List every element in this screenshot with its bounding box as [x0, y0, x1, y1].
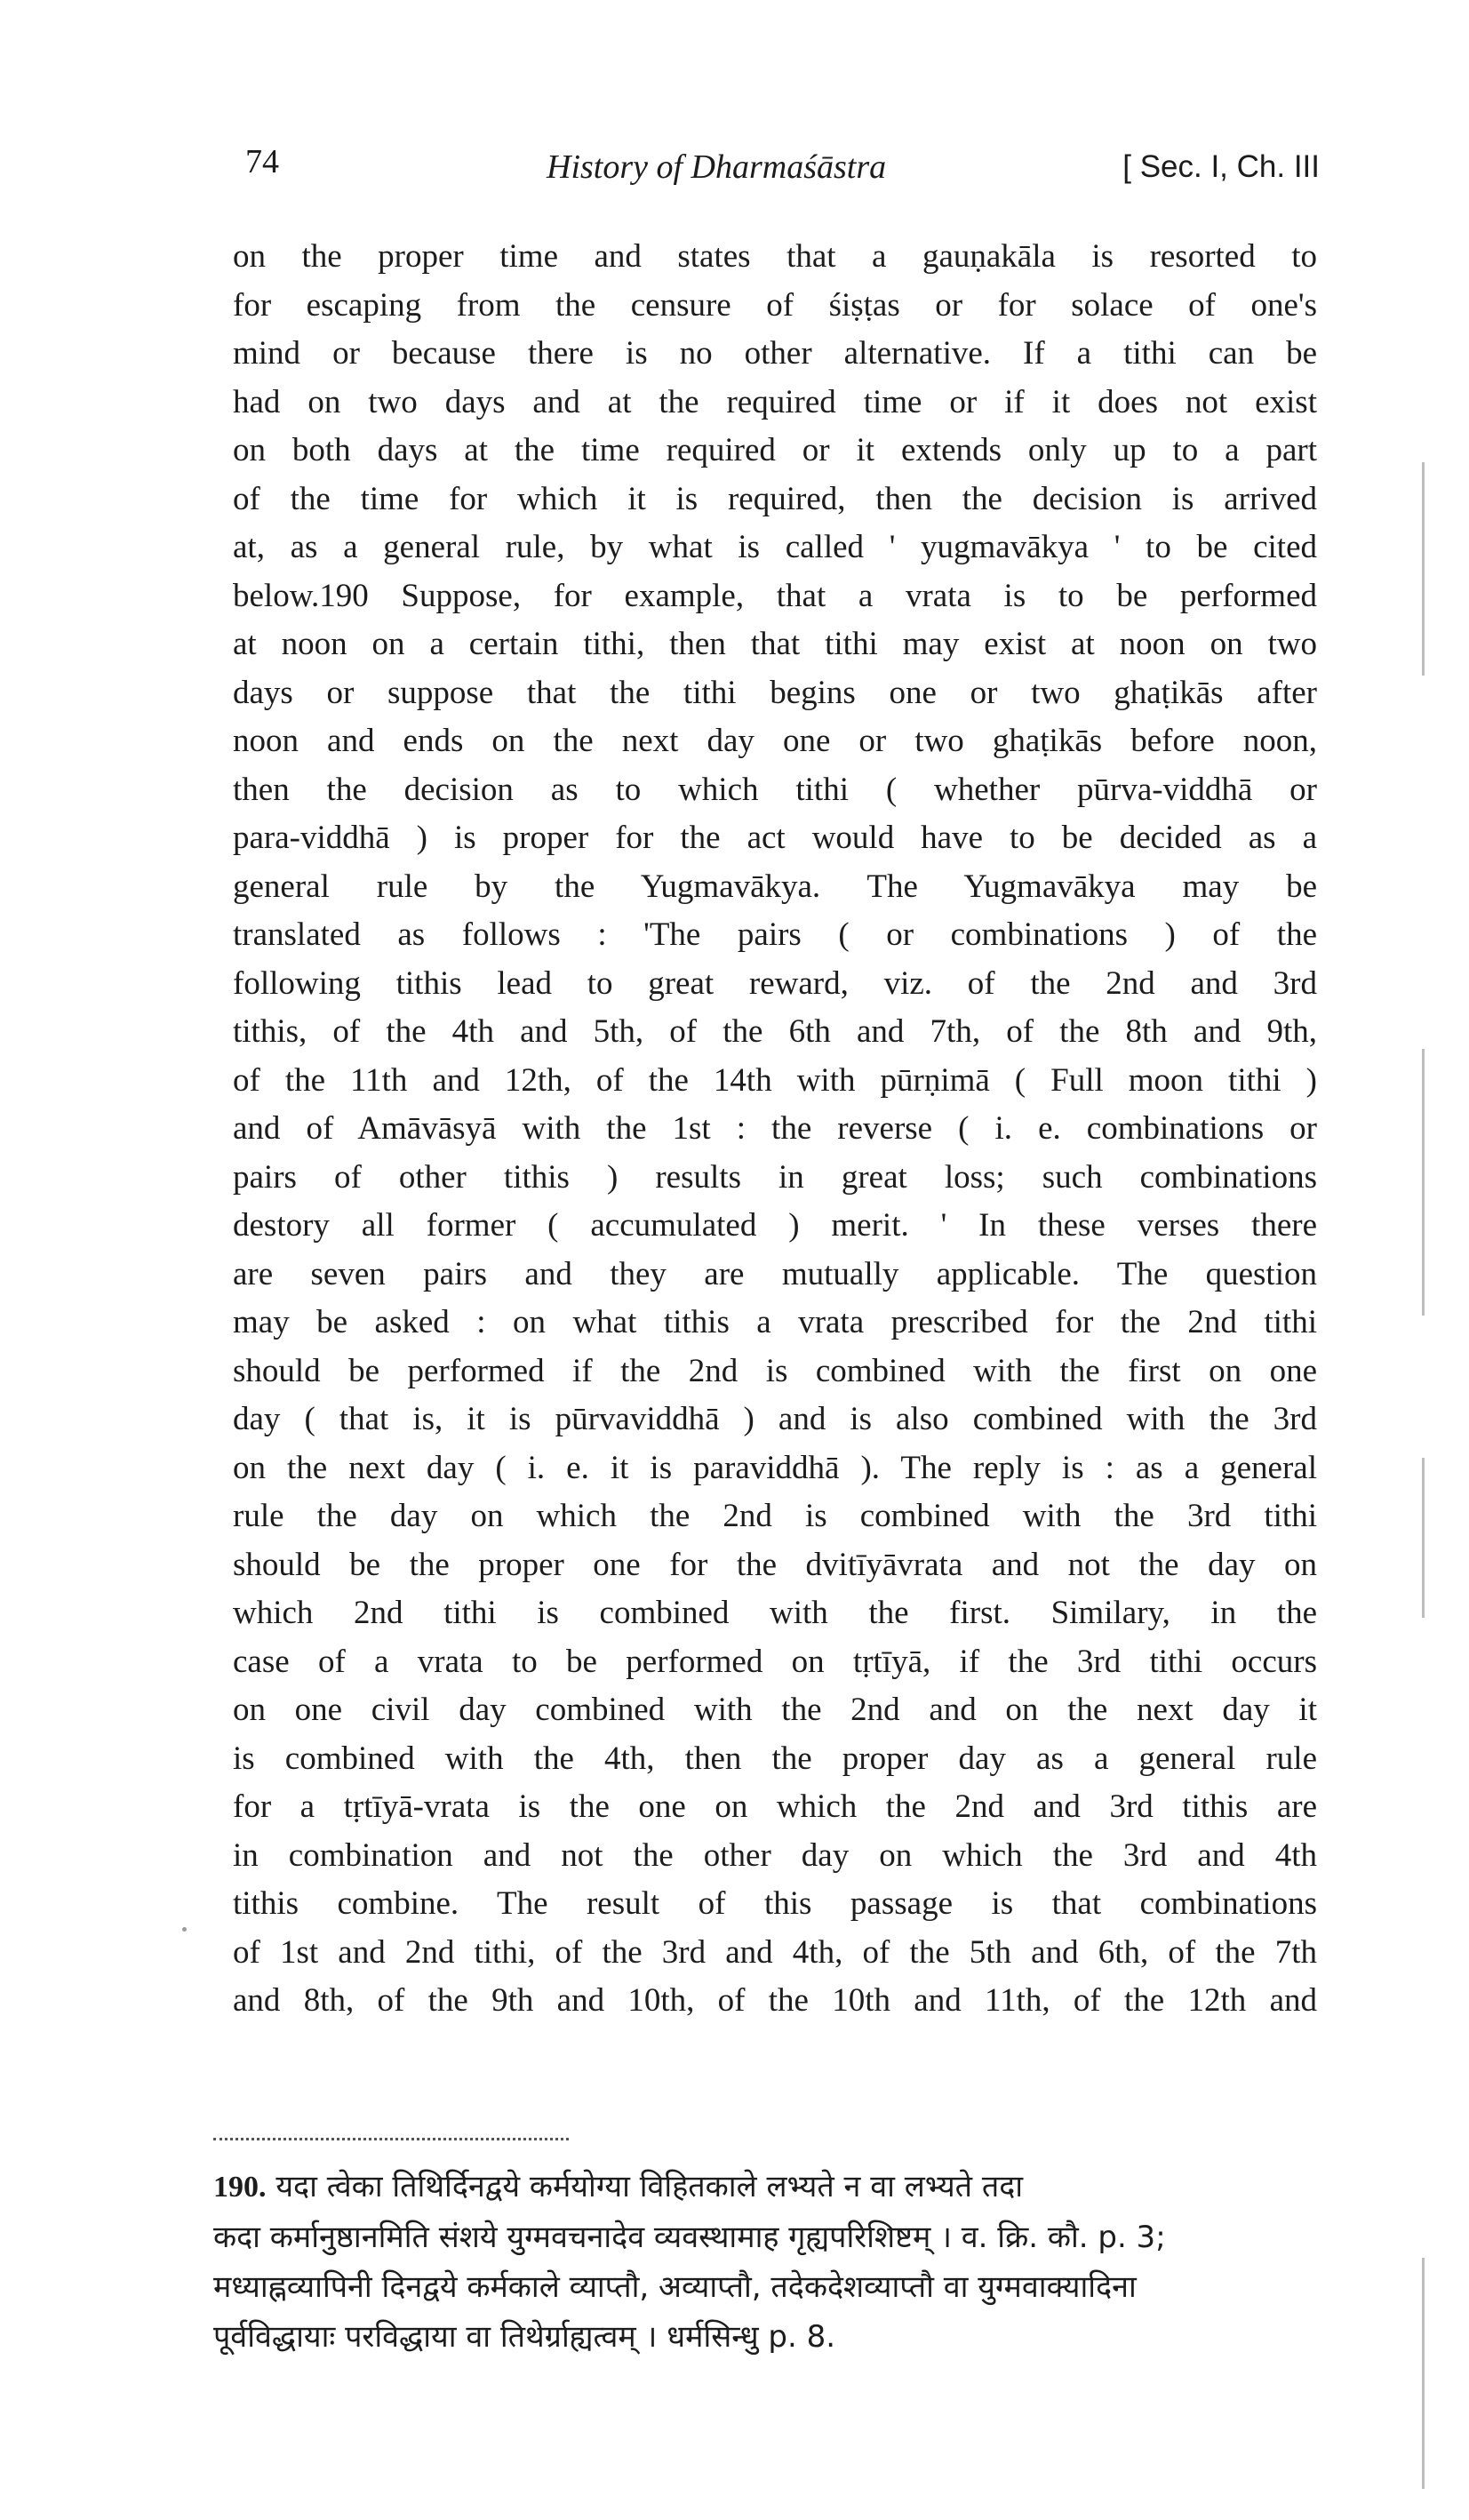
- body-text: [233, 233, 1317, 2026]
- scan-margin-mark: [1422, 462, 1425, 676]
- footnote-line: मध्याह्नव्यापिनी दिनद्वये कर्मकाले व्याप्तौ, अव्याप्तौ, तदेकदेशव्याप्तौ वा युग्मवाक्यादिना: [213, 2269, 1137, 2305]
- page-header: [240, 142, 1320, 196]
- footnote-190: [213, 2162, 1315, 2362]
- footnote-separator: [213, 2138, 569, 2140]
- body-line: pairs of other tithis ) results in great loss; such combinations: [233, 1158, 1317, 1196]
- body-line: had on two days and at the required time or if it does not exist: [233, 383, 1317, 420]
- body-line: tithis, of the 4th and 5th, of the 6th and 7th, of the 8th and 9th,: [233, 1013, 1317, 1050]
- body-line: tithis combine. The result of this passage is that combinations: [233, 1885, 1317, 1922]
- body-line: rule the day on which the 2nd is combined with the 3rd tithi: [233, 1498, 1317, 1534]
- body-line: of the 11th and 12th, of the 14th with pūrṇimā ( Full moon tithi ): [233, 1061, 1317, 1099]
- body-line: destory all former ( accumulated ) merit. ' In these verses there: [233, 1207, 1317, 1244]
- body-line: general rule by the Yugmavākya. The Yugmavākya may be: [233, 868, 1317, 905]
- footnote-line: पूर्वविद्धायाः परविद्धाया वा तिथेर्ग्राह्यत्वम् । धर्मसिन्धु p. 8.: [213, 2319, 836, 2355]
- scan-margin-mark: [1422, 1049, 1425, 1316]
- body-line: in combination and not the other day on which the 3rd and 4th: [233, 1836, 1317, 1874]
- footnote-text: यदा त्वेका तिथिर्दिनद्वये कर्मयोग्या विहितकाले लभ्यते न वा लभ्यते तदा: [275, 2169, 1024, 2204]
- body-line: on one civil day combined with the 2nd and on the next day it: [233, 1692, 1317, 1728]
- body-line: day ( that is, it is pūrvaviddhā ) and is also combined with the 3rd: [233, 1401, 1317, 1437]
- body-line: and 8th, of the 9th and 10th, of the 10th and 11th, of the 12th and: [233, 1982, 1317, 2019]
- body-line: is combined with the 4th, then the proper day as a general rule: [233, 1740, 1317, 1777]
- body-line: which 2nd tithi is combined with the first. Similary, in the: [233, 1595, 1317, 1631]
- body-line: at, as a general rule, by what is called ' yugmavākya ' to be cited: [233, 529, 1317, 565]
- body-line: should be the proper one for the dvitīyāvrata and not the day on: [233, 1546, 1317, 1583]
- body-line: of the time for which it is required, then the decision is arrived: [233, 480, 1317, 517]
- footnote-line: [213, 2162, 1315, 2212]
- body-line: and of Amāvāsyā with the 1st : the reverse ( i. e. combinations or: [233, 1110, 1317, 1147]
- body-line: case of a vrata to be performed on tṛtīyā, if the 3rd tithi occurs: [233, 1643, 1317, 1680]
- page-number: 74: [245, 143, 279, 180]
- body-line: on the proper time and states that a gauṇakāla is resorted to: [233, 238, 1317, 275]
- body-line: should be performed if the 2nd is combined with the first on one: [233, 1352, 1317, 1389]
- body-line: following tithis lead to great reward, viz. of the 2nd and 3rd: [233, 964, 1317, 1002]
- body-line: then the decision as to which tithi ( whether pūrva-viddhā or: [233, 771, 1317, 808]
- running-title: History of Dharmaśāstra: [547, 148, 887, 186]
- body-line: of 1st and 2nd tithi, of the 3rd and 4th, of the 5th and 6th, of the 7th: [233, 1933, 1317, 1971]
- body-line: on both days at the time required or it extends only up to a part: [233, 432, 1317, 468]
- body-line: below.190 Suppose, for example, that a vrata is to be performed: [233, 577, 1317, 614]
- body-line: may be asked : on what tithis a vrata prescribed for the 2nd tithi: [233, 1304, 1317, 1340]
- scan-margin-mark: [1422, 2258, 1425, 2489]
- scan-margin-mark: [1422, 1458, 1425, 1618]
- body-line: on the next day ( i. e. it is paraviddhā ). The reply is : as a general: [233, 1449, 1317, 1486]
- section-reference: [ Sec. I, Ch. III: [1122, 149, 1320, 184]
- footnote-number: 190.: [213, 2171, 267, 2204]
- body-line: for escaping from the censure of śiṣṭas or for solace of one's: [233, 286, 1317, 324]
- body-line: noon and ends on the next day one or two ghaṭikās before noon,: [233, 723, 1317, 759]
- scan-speck: [182, 1927, 187, 1932]
- body-line: mind or because there is no other alternative. If a tithi can be: [233, 335, 1317, 372]
- body-line: para-viddhā ) is proper for the act would have to be decided as a: [233, 820, 1317, 856]
- body-line: days or suppose that the tithi begins one or two ghaṭikās after: [233, 674, 1317, 711]
- footnote-line: कदा कर्मानुष्ठानमिति संशये युग्मवचनादेव व्यवस्थामाह गृह्यपरिशिष्टम् । व. क्रि. कौ. p. 3;: [213, 2220, 1166, 2255]
- body-line: for a tṛtīyā-vrata is the one on which the 2nd and 3rd tithis are: [233, 1788, 1317, 1825]
- body-line: translated as follows : 'The pairs ( or combinations ) of the: [233, 916, 1317, 953]
- body-line: are seven pairs and they are mutually applicable. The question: [233, 1255, 1317, 1292]
- body-line: at noon on a certain tithi, then that tithi may exist at noon on two: [233, 626, 1317, 662]
